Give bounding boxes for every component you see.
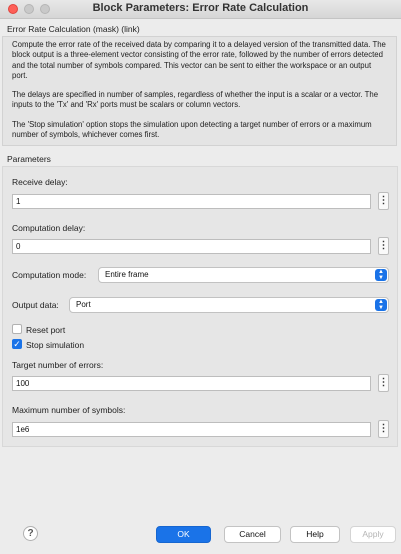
output-data-select[interactable]: [69, 297, 389, 313]
apply-button[interactable]: Apply: [350, 526, 396, 543]
description-paragraph: The delays are specified in number of samples, regardless of whether the input is a scalar or a vector. The inputs to the 'Tx' and 'Rx' ports must be scalars or column vectors.: [12, 90, 379, 110]
parameters-heading: Parameters: [7, 154, 51, 164]
output-data-label: Output data:: [12, 300, 59, 310]
computation-mode-label: Computation mode:: [12, 270, 87, 280]
checkmark-icon: ✓: [13, 339, 21, 349]
stop-simulation-checkbox[interactable]: [12, 339, 22, 349]
ok-button[interactable]: OK: [156, 526, 211, 543]
target-errors-label: Target number of errors:: [12, 360, 104, 370]
mask-header: Error Rate Calculation (mask) (link): [7, 24, 140, 34]
receive-delay-more-button[interactable]: ⋮: [378, 192, 389, 210]
computation-mode-select[interactable]: [98, 267, 389, 283]
reset-port-label: Reset port: [26, 325, 66, 335]
max-symbols-field[interactable]: 1e6: [12, 422, 371, 437]
receive-delay-label: Receive delay:: [12, 177, 68, 187]
max-symbols-label: Maximum number of symbols:: [12, 405, 126, 415]
computation-delay-field[interactable]: 0: [12, 239, 371, 254]
receive-delay-field[interactable]: 1: [12, 194, 371, 209]
description-paragraph: Compute the error rate of the received data by comparing it to a delayed version of the transmitted data. The block output is a three-element vector consisting of the error rate, followed by the number of errors detected and the total number of symbols compared. This vector can be sent to either the workspace or an output port.: [12, 40, 386, 80]
question-icon: ?: [27, 528, 34, 539]
max-symbols-more-button[interactable]: ⋮: [378, 420, 389, 438]
target-errors-field[interactable]: 100: [12, 376, 371, 391]
chevron-updown-icon: ▲ ▼: [375, 269, 387, 281]
title-bar: [0, 0, 401, 19]
cancel-button[interactable]: Cancel: [224, 526, 281, 543]
stop-simulation-label: Stop simulation: [26, 340, 85, 350]
computation-delay-label: Computation delay:: [12, 223, 86, 233]
help-question-button[interactable]: [23, 526, 38, 541]
computation-delay-more-button[interactable]: ⋮: [378, 237, 389, 255]
help-button[interactable]: Help: [290, 526, 340, 543]
window-title: Block Parameters: Error Rate Calculation: [92, 2, 309, 14]
mask-description: [2, 36, 397, 146]
computation-mode-value: Entire frame: [105, 270, 149, 279]
target-errors-more-button[interactable]: ⋮: [378, 374, 389, 392]
reset-port-checkbox[interactable]: [12, 324, 22, 334]
output-data-value: Port: [76, 300, 91, 309]
chevron-updown-icon: ▲ ▼: [375, 299, 387, 311]
description-paragraph: The 'Stop simulation' option stops the simulation upon detecting a target number of errors or a maximum number of symbols, whichever comes first.: [12, 119, 372, 140]
